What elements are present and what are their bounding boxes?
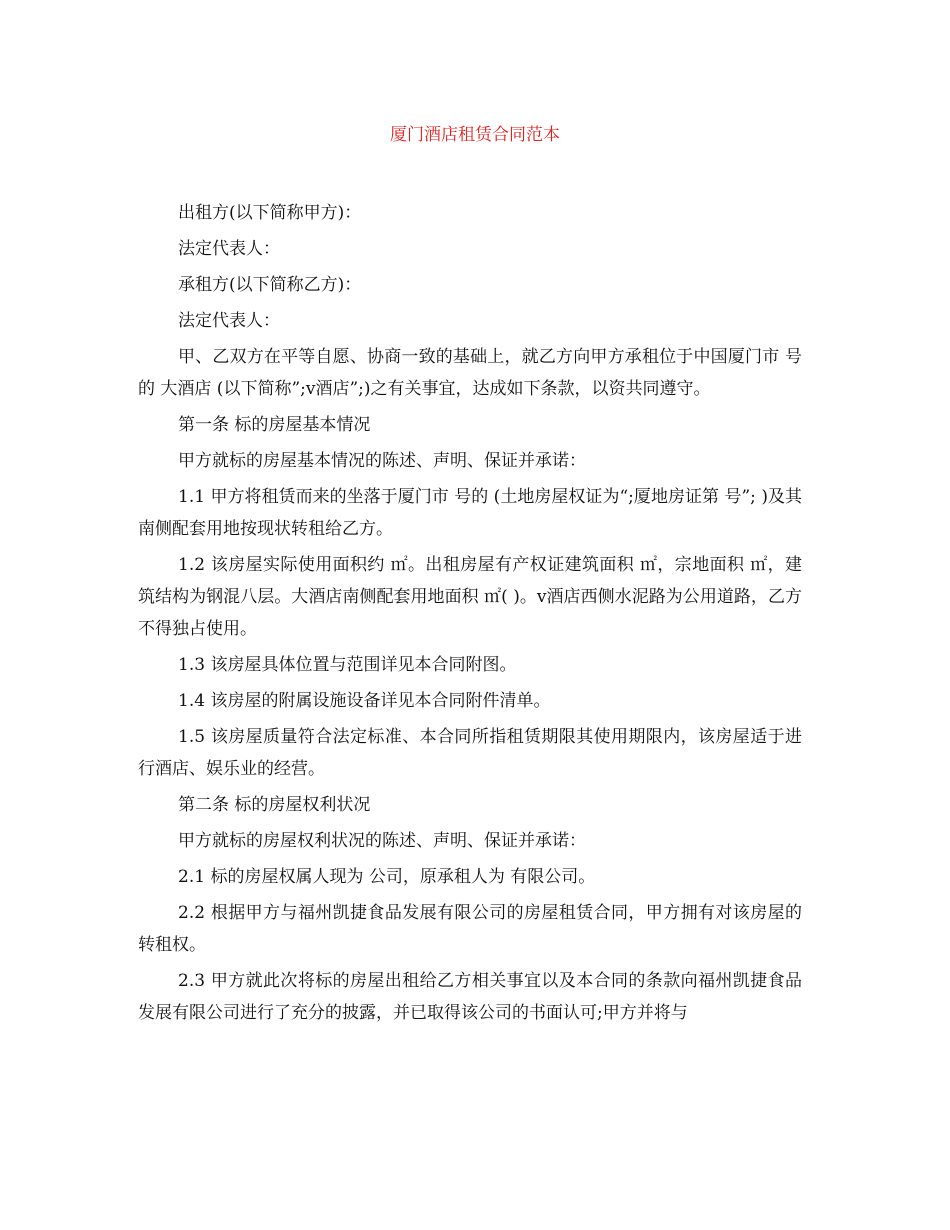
paragraph-lessor: 出租方(以下简称甲方)： bbox=[178, 203, 362, 223]
clause-1-3: 1.3 该房屋具体位置与范围详见本合同附图。 bbox=[178, 655, 517, 675]
article-1-intro: 甲方就标的房屋基本情况的陈述、声明、保证并承诺： bbox=[178, 451, 586, 471]
paragraph-lessee-rep: 法定代表人： bbox=[178, 311, 280, 331]
clause-1-4: 1.4 该房屋的附属设施设备详见本合同附件清单。 bbox=[178, 691, 551, 711]
clause-1-5: 1.5 该房屋质量符合法定标准、本合同所指租赁期限其使用期限内，该房屋适于进行酒店、娱乐业的经营。 bbox=[138, 727, 802, 779]
article-2-heading: 第二条 标的房屋权利状况 bbox=[178, 795, 371, 815]
document-body bbox=[138, 197, 802, 1033]
clause-2-3: 2.3 甲方就此次将标的房屋出租给乙方相关事宜以及本合同的条款向福州凯捷食品发展有限公司进行了充分的披露，并已取得该公司的书面认可;甲方并将与 bbox=[138, 971, 802, 1023]
clause-1-2: 1.2 该房屋实际使用面积约 ㎡。出租房屋有产权证建筑面积 ㎡，宗地面积 ㎡，建筑结构为钢混八层。大酒店南侧配套用地面积 ㎡( )。ⅴ酒店西侧水泥路为公用道路，乙方不得独占使用。 bbox=[138, 555, 802, 639]
document-title: 厦门酒店租赁合同范本 bbox=[390, 125, 560, 145]
article-2-intro: 甲方就标的房屋权利状况的陈述、声明、保证并承诺： bbox=[178, 831, 586, 851]
clause-2-1: 2.1 标的房屋权属人现为 公司，原承租人为 有限公司。 bbox=[178, 867, 596, 887]
paragraph-lessor-rep: 法定代表人： bbox=[178, 239, 280, 259]
article-1-heading: 第一条 标的房屋基本情况 bbox=[178, 415, 371, 435]
paragraph-lessee: 承租方(以下简称乙方)： bbox=[178, 275, 362, 295]
paragraph-preamble: 甲、乙双方在平等自愿、协商一致的基础上，就乙方向甲方承租位于中国厦门市 号的 大酒店 (以下简称”;ⅴ酒店”;)之有关事宜，达成如下条款，以资共同遵守。 bbox=[138, 347, 802, 399]
clause-2-2: 2.2 根据甲方与福州凯捷食品发展有限公司的房屋租赁合同，甲方拥有对该房屋的转租权。 bbox=[138, 903, 802, 955]
clause-1-1: 1.1 甲方将租赁而来的坐落于厦门市 号的 (土地房屋权证为“;厦地房证第 号”; )及其南侧配套用地按现状转租给乙方。 bbox=[138, 487, 802, 539]
